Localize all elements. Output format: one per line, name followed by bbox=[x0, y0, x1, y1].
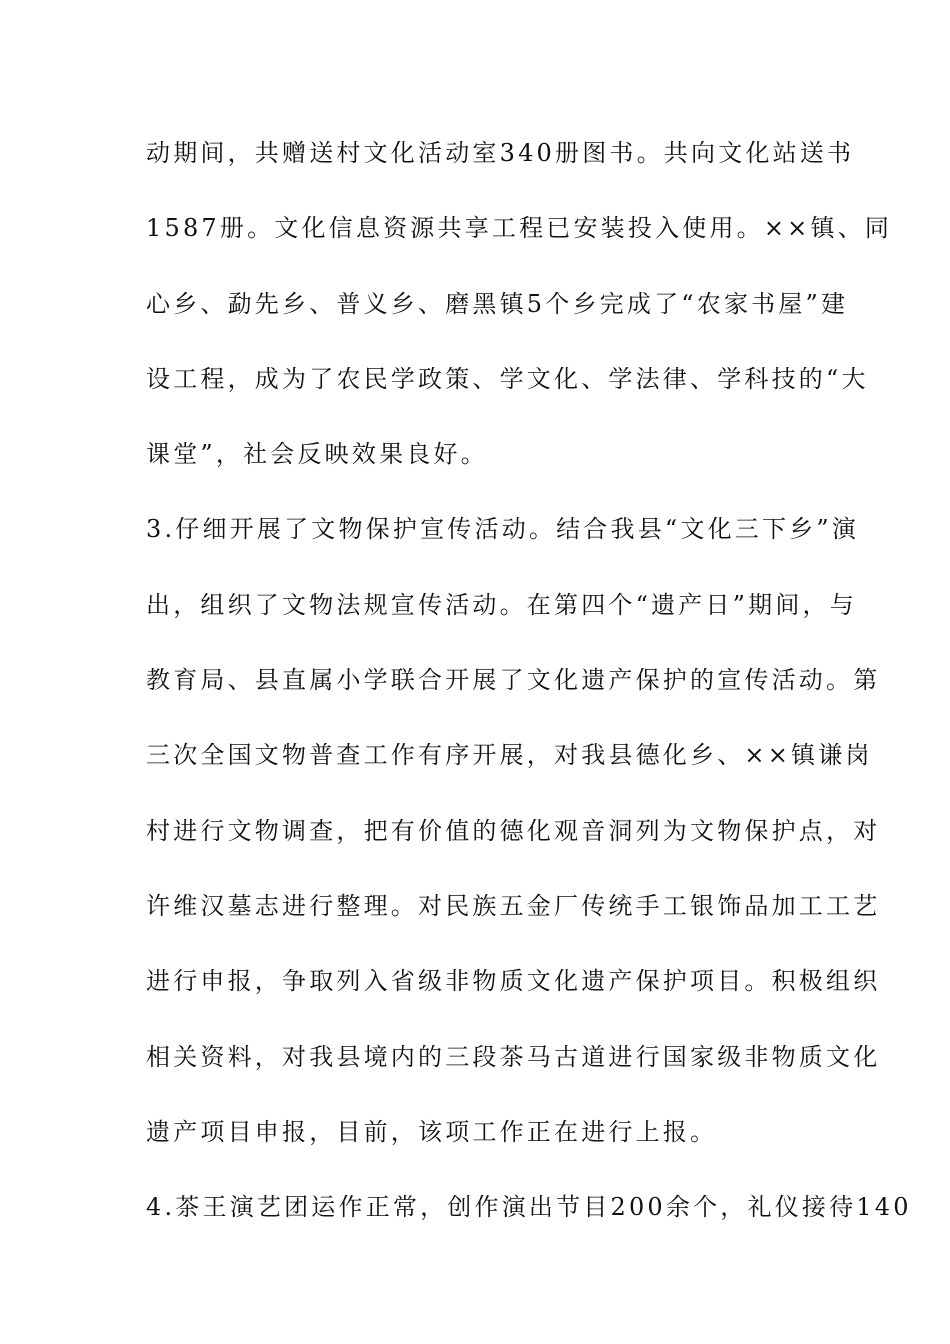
text-line: 课堂”，社会反映效果良好。 bbox=[146, 440, 488, 469]
text-line: 相关资料，对我县境内的三段茶马古道进行国家级非物质文化 bbox=[146, 1042, 881, 1071]
text-line: 村进行文物调查，把有价值的德化观音洞列为文物保护点，对 bbox=[146, 816, 881, 845]
text-line: 心乡、勐先乡、普义乡、磨黑镇5个乡完成了“农家书屋”建 bbox=[146, 289, 849, 318]
text-line: 进行申报，争取列入省级非物质文化遗产保护项目。积极组织 bbox=[146, 967, 881, 996]
body-text bbox=[146, 128, 912, 1257]
text-line: 出，组织了文物法规宣传活动。在第四个“遗产日”期间，与 bbox=[146, 590, 857, 619]
text-line: 遗产项目申报，目前，该项工作正在进行上报。 bbox=[146, 1117, 718, 1146]
text-line: 许维汉墓志进行整理。对民族五金厂传统手工银饰品加工工艺 bbox=[146, 891, 881, 920]
text-line: 教育局、县直属小学联合开展了文化遗产保护的宣传活动。第 bbox=[146, 666, 881, 695]
text-line: 设工程，成为了农民学政策、学文化、学法律、学科技的“大 bbox=[146, 364, 869, 393]
text-line: 4.茶王演艺团运作正常，创作演出节目200余个，礼仪接待140 bbox=[146, 1193, 912, 1222]
text-line: 3.仔细开展了文物保护宣传活动。结合我县“文化三下乡”演 bbox=[146, 515, 860, 544]
text-line: 动期间，共赠送村文化活动室340册图书。共向文化站送书 bbox=[146, 139, 855, 167]
text-line: 1587册。文化信息资源共享工程已安装投入使用。××镇、同 bbox=[146, 214, 893, 243]
text-line: 三次全国文物普查工作有序开展，对我县德化乡、××镇谦岗 bbox=[146, 741, 873, 770]
